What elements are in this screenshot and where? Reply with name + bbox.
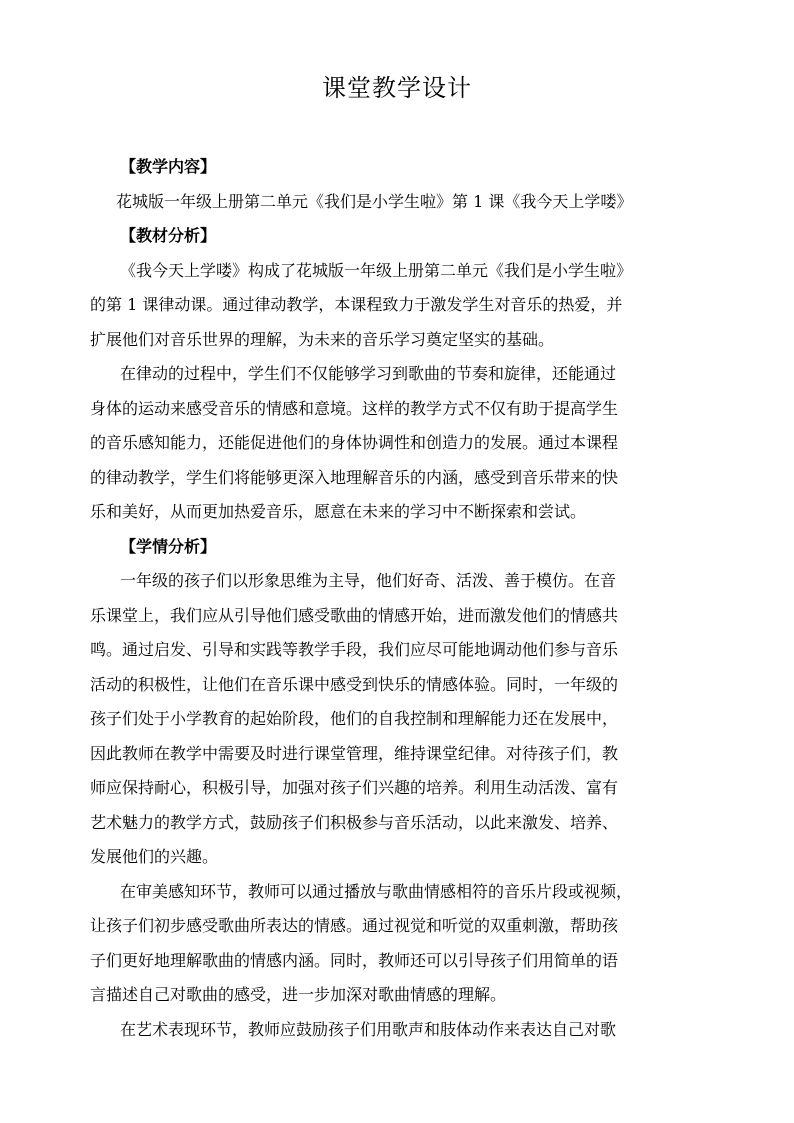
paragraph-line: 在律动的过程中，学生们不仅能够学习到歌曲的节奏和旋律，还能通过: [120, 364, 617, 383]
paragraph-line: 的律动教学，学生们将能够更深入地理解音乐的内涵，感受到音乐带来的快: [90, 467, 619, 487]
paragraph-line: 乐和美好，从而更加热爱音乐，愿意在未来的学习中不断探索和尝试。: [90, 502, 587, 521]
paragraph-line: 师应保持耐心，积极引导，加强对孩子们兴趣的培养。利用生动活泼、富有: [90, 778, 619, 797]
paragraph-line: 花城版一年级上册第二单元《我们是小学生啦》第 1 课《我今天上学喽》: [116, 191, 633, 211]
paragraph-line: 乐课堂上，我们应从引导他们感受歌曲的情感开始，进而激发他们的情感共: [90, 605, 619, 625]
paragraph-line: 艺术魅力的教学方式，鼓励孩子们积极参与音乐活动，以此来激发、培养、: [90, 812, 619, 832]
paragraph-line: 在审美感知环节，教师可以通过播放与歌曲情感相符的音乐片段或视频，: [120, 881, 633, 901]
paragraph-line: 《我今天上学喽》构成了花城版一年级上册第二单元《我们是小学生啦》: [120, 260, 633, 280]
paragraph-line: 让孩子们初步感受歌曲所表达的情感。通过视觉和听觉的双重刺激，帮助孩: [90, 916, 619, 935]
paragraph-line: 在艺术表现环节，教师应鼓励孩子们用歌声和肢体动作来表达自己对歌: [120, 1019, 617, 1039]
paragraph-line: 扩展他们对音乐世界的理解，为未来的音乐学习奠定坚实的基础。: [90, 329, 555, 349]
paragraph-line: 言描述自己对歌曲的感受，进一步加深对歌曲情感的理解。: [90, 985, 507, 1004]
section-heading: 【教材分析】: [120, 226, 217, 245]
paragraph-line: 发展他们的兴趣。: [90, 847, 219, 866]
paragraph-line: 鸣。通过启发、引导和实践等教学手段，我们应尽可能地调动他们参与音乐: [90, 640, 619, 659]
section-heading: 【学情分析】: [120, 536, 217, 556]
paragraph-line: 的音乐感知能力，还能促进他们的身体协调性和创造力的发展。通过本课程: [90, 433, 619, 452]
paragraph-line: 的第 1 课律动课。通过律动教学，本课程致力于激发学生对音乐的热爱，并: [90, 295, 623, 314]
paragraph-line: 子们更好地理解歌曲的情感内涵。同时，教师还可以引导孩子们用简单的语: [90, 950, 619, 970]
paragraph-line: 一年级的孩子们以形象思维为主导，他们好奇、活泼、善于模仿。在音: [120, 571, 617, 590]
page-title: 课堂教学设计: [322, 74, 472, 102]
paragraph-line: 活动的积极性，让他们在音乐课中感受到快乐的情感体验。同时，一年级的: [90, 674, 619, 694]
paragraph-line: 身体的运动来感受音乐的情感和意境。这样的教学方式不仅有助于提高学生: [90, 398, 619, 418]
section-heading: 【教学内容】: [120, 157, 217, 176]
paragraph-line: 因此教师在教学中需要及时进行课堂管理，维持课堂纪律。对待孩子们，教: [90, 743, 619, 763]
paragraph-line: 孩子们处于小学教育的起始阶段，他们的自我控制和理解能力还在发展中，: [90, 709, 619, 728]
